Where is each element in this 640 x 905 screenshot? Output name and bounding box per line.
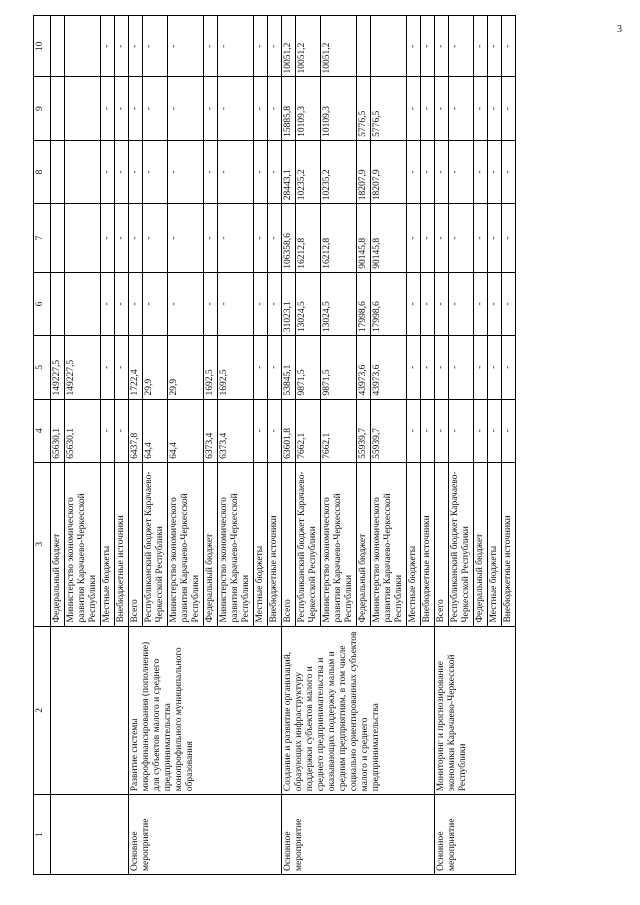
value-cell: -: [435, 204, 449, 273]
value-cell: -: [204, 204, 218, 273]
value-cell: -: [101, 272, 115, 335]
value-cell: -: [204, 272, 218, 335]
value-cell: -: [474, 140, 488, 203]
value-cell: -: [435, 16, 449, 77]
value-cell: -: [407, 16, 421, 77]
column-header: 10: [34, 16, 51, 77]
value-cell: -: [268, 336, 282, 399]
value-cell: 1692,5: [218, 336, 254, 399]
page-number: 3: [617, 24, 622, 35]
value-cell: 1692,5: [204, 336, 218, 399]
value-cell: -: [268, 77, 282, 140]
value-cell: -: [435, 336, 449, 399]
value-cell: -: [168, 16, 204, 77]
funding-source-cell: Всего: [282, 462, 296, 626]
value-cell: 29,9: [143, 336, 168, 399]
value-cell: 15885,8: [282, 77, 296, 140]
value-cell: 43973,6: [357, 336, 371, 399]
value-cell: 90145,8: [371, 204, 407, 273]
value-cell: -: [407, 77, 421, 140]
funding-source-cell: Местные бюджеты: [407, 462, 421, 626]
column-header: 3: [34, 462, 51, 626]
value-cell: -: [101, 204, 115, 273]
value-cell: 16212,8: [321, 204, 357, 273]
value-cell: -: [218, 77, 254, 140]
funding-source-cell: Внебюджетные источники: [421, 462, 435, 626]
value-cell: -: [268, 272, 282, 335]
value-cell: 17998,6: [357, 272, 371, 335]
value-cell: -: [435, 77, 449, 140]
funding-source-cell: Федеральный бюджет: [474, 462, 488, 626]
value-cell: [357, 16, 371, 77]
event-type-cell: Основное мероприятие: [282, 795, 435, 875]
value-cell: -: [488, 16, 502, 77]
event-type-cell: Основное мероприятие: [129, 795, 282, 875]
value-cell: -: [129, 16, 143, 77]
value-cell: [65, 16, 101, 77]
value-cell: 13024,5: [321, 272, 357, 335]
value-cell: -: [115, 336, 129, 399]
value-cell: [65, 204, 101, 273]
value-cell: [51, 77, 65, 140]
value-cell: -: [143, 16, 168, 77]
value-cell: -: [435, 140, 449, 203]
value-cell: -: [502, 336, 516, 399]
value-cell: -: [218, 140, 254, 203]
funding-source-cell: Федеральный бюджет: [51, 462, 65, 626]
value-cell: [65, 140, 101, 203]
value-cell: -: [407, 272, 421, 335]
value-cell: 64,4: [168, 399, 204, 462]
value-cell: 10109,3: [321, 77, 357, 140]
value-cell: -: [407, 140, 421, 203]
funding-table: [33, 15, 516, 875]
value-cell: -: [168, 77, 204, 140]
value-cell: 10235,2: [296, 140, 321, 203]
value-cell: -: [502, 204, 516, 273]
event-name-cell: [51, 626, 129, 795]
column-header: 6: [34, 272, 51, 335]
value-cell: -: [129, 77, 143, 140]
value-cell: 65630,1: [65, 399, 101, 462]
value-cell: 13024,5: [296, 272, 321, 335]
value-cell: 18207,9: [371, 140, 407, 203]
value-cell: -: [268, 140, 282, 203]
value-cell: -: [115, 77, 129, 140]
column-header: 1: [34, 795, 51, 875]
value-cell: 18207,9: [357, 140, 371, 203]
value-cell: -: [268, 399, 282, 462]
funding-source-cell: Местные бюджеты: [101, 462, 115, 626]
value-cell: -: [449, 16, 474, 77]
value-cell: -: [204, 16, 218, 77]
value-cell: 10051,2: [296, 16, 321, 77]
value-cell: -: [488, 140, 502, 203]
value-cell: -: [115, 399, 129, 462]
value-cell: -: [488, 336, 502, 399]
value-cell: -: [474, 16, 488, 77]
value-cell: 63601,8: [282, 399, 296, 462]
funding-source-cell: Всего: [129, 462, 143, 626]
value-cell: -: [421, 140, 435, 203]
funding-source-cell: Министерство экономического развития Карачаево-Черкесской Республики: [168, 462, 204, 626]
value-cell: -: [143, 204, 168, 273]
value-cell: -: [502, 77, 516, 140]
value-cell: 10235,2: [321, 140, 357, 203]
value-cell: [371, 16, 407, 77]
value-cell: -: [168, 140, 204, 203]
value-cell: -: [115, 16, 129, 77]
value-cell: -: [449, 336, 474, 399]
value-cell: -: [254, 16, 268, 77]
table-body: [51, 16, 516, 875]
table-row: [51, 16, 65, 875]
value-cell: -: [488, 77, 502, 140]
column-header: 2: [34, 626, 51, 795]
value-cell: 5776,5: [371, 77, 407, 140]
event-type-cell: [51, 795, 129, 875]
funding-source-cell: Внебюджетные источники: [268, 462, 282, 626]
value-cell: 10051,2: [321, 16, 357, 77]
funding-source-cell: Внебюджетные источники: [502, 462, 516, 626]
value-cell: 55939,7: [371, 399, 407, 462]
value-cell: 10051,2: [282, 16, 296, 77]
value-cell: -: [254, 336, 268, 399]
value-cell: 5776,5: [357, 77, 371, 140]
value-cell: -: [115, 272, 129, 335]
event-type-cell: Основное мероприятие: [435, 795, 516, 875]
funding-source-cell: Республиканский бюджет Карачаево-Черкесской Республики: [449, 462, 474, 626]
value-cell: 6437,8: [129, 399, 143, 462]
value-cell: -: [488, 399, 502, 462]
value-cell: 10109,3: [296, 77, 321, 140]
value-cell: -: [143, 77, 168, 140]
value-cell: -: [474, 204, 488, 273]
value-cell: -: [204, 77, 218, 140]
value-cell: -: [474, 399, 488, 462]
value-cell: -: [421, 16, 435, 77]
header-row: [34, 16, 51, 875]
value-cell: -: [449, 272, 474, 335]
value-cell: 149227,5: [65, 336, 101, 399]
funding-source-cell: Федеральный бюджет: [204, 462, 218, 626]
value-cell: [51, 140, 65, 203]
value-cell: -: [502, 140, 516, 203]
value-cell: -: [101, 140, 115, 203]
value-cell: 7662,1: [296, 399, 321, 462]
value-cell: -: [474, 272, 488, 335]
value-cell: -: [143, 140, 168, 203]
value-cell: -: [435, 272, 449, 335]
value-cell: -: [435, 399, 449, 462]
value-cell: -: [268, 16, 282, 77]
value-cell: -: [421, 204, 435, 273]
value-cell: -: [254, 399, 268, 462]
value-cell: 149227,5: [51, 336, 65, 399]
value-cell: -: [474, 336, 488, 399]
value-cell: -: [115, 140, 129, 203]
funding-source-cell: Местные бюджеты: [254, 462, 268, 626]
value-cell: -: [449, 140, 474, 203]
value-cell: -: [115, 204, 129, 273]
funding-source-cell: Всего: [435, 462, 449, 626]
value-cell: -: [449, 77, 474, 140]
value-cell: 55939,7: [357, 399, 371, 462]
table-row: [129, 16, 143, 875]
event-name-cell: Развитие системы микрофинансирования (пополнение) для субъектов малого и среднего предпринимательства монопрофильного муниципального образования: [129, 626, 282, 795]
value-cell: [65, 77, 101, 140]
value-cell: 6373,4: [204, 399, 218, 462]
funding-source-cell: Министерство экономического развития Карачаево-Черкесской Республики: [65, 462, 101, 626]
value-cell: 106358,6: [282, 204, 296, 273]
value-cell: 17998,6: [371, 272, 407, 335]
value-cell: 90145,8: [357, 204, 371, 273]
funding-source-cell: Республиканский бюджет Карачаево-Черкесской Республики: [143, 462, 168, 626]
value-cell: -: [488, 204, 502, 273]
value-cell: 1722,4: [129, 336, 143, 399]
value-cell: -: [101, 16, 115, 77]
value-cell: -: [407, 336, 421, 399]
value-cell: 53845,1: [282, 336, 296, 399]
rotated-table-wrapper: [33, 15, 613, 875]
value-cell: -: [502, 16, 516, 77]
value-cell: 31023,1: [282, 272, 296, 335]
event-name-cell: Создание и развитие организаций, образующих инфраструктуру поддержки субъектов малого и среднего предпринимательства и оказывающих поддержку малым и средним предприятиям, в том числе социально ориентированных субъектов малого и среднего предпринимательства: [282, 626, 435, 795]
value-cell: 9871,5: [296, 336, 321, 399]
value-cell: -: [129, 272, 143, 335]
column-header: 7: [34, 204, 51, 273]
value-cell: [51, 272, 65, 335]
value-cell: [51, 16, 65, 77]
value-cell: -: [421, 272, 435, 335]
value-cell: -: [449, 399, 474, 462]
value-cell: 64,4: [143, 399, 168, 462]
value-cell: -: [168, 204, 204, 273]
value-cell: -: [101, 336, 115, 399]
value-cell: -: [421, 336, 435, 399]
value-cell: -: [218, 16, 254, 77]
value-cell: -: [488, 272, 502, 335]
value-cell: -: [101, 77, 115, 140]
column-header: 8: [34, 140, 51, 203]
value-cell: -: [204, 140, 218, 203]
value-cell: -: [421, 77, 435, 140]
value-cell: 6373,4: [218, 399, 254, 462]
value-cell: -: [101, 399, 115, 462]
value-cell: 43973,6: [371, 336, 407, 399]
value-cell: [51, 204, 65, 273]
value-cell: -: [254, 272, 268, 335]
value-cell: 9871,5: [321, 336, 357, 399]
value-cell: -: [254, 77, 268, 140]
value-cell: -: [502, 399, 516, 462]
value-cell: -: [143, 272, 168, 335]
event-name-cell: Мониторинг и прогнозирование экономики Карачаево-Черкесской Республики: [435, 626, 516, 795]
value-cell: -: [218, 204, 254, 273]
value-cell: -: [254, 204, 268, 273]
value-cell: -: [254, 140, 268, 203]
value-cell: 16212,8: [296, 204, 321, 273]
value-cell: 29,9: [168, 336, 204, 399]
funding-source-cell: Федеральный бюджет: [357, 462, 371, 626]
funding-source-cell: Республиканский бюджет Карачаево-Черкесской Республики: [296, 462, 321, 626]
value-cell: -: [129, 140, 143, 203]
value-cell: -: [129, 204, 143, 273]
funding-source-cell: Внебюджетные источники: [115, 462, 129, 626]
value-cell: -: [502, 272, 516, 335]
value-cell: -: [407, 399, 421, 462]
value-cell: -: [474, 77, 488, 140]
value-cell: -: [168, 272, 204, 335]
value-cell: -: [421, 399, 435, 462]
column-header: 4: [34, 399, 51, 462]
value-cell: -: [268, 204, 282, 273]
funding-source-cell: Министерство экономического развития Карачаево-Черкесской Республики: [218, 462, 254, 626]
value-cell: -: [407, 204, 421, 273]
table-row: [282, 16, 296, 875]
funding-source-cell: Министерство экономического развития Карачаево-Черкесской Республики: [371, 462, 407, 626]
funding-source-cell: Министерство экономического развития Карачаево-Черкесской Республики: [321, 462, 357, 626]
column-header: 5: [34, 336, 51, 399]
value-cell: 28443,1: [282, 140, 296, 203]
value-cell: 65630,1: [51, 399, 65, 462]
value-cell: -: [218, 272, 254, 335]
value-cell: [65, 272, 101, 335]
table-row: [435, 16, 449, 875]
value-cell: 7662,1: [321, 399, 357, 462]
column-header: 9: [34, 77, 51, 140]
value-cell: -: [449, 204, 474, 273]
funding-source-cell: Местные бюджеты: [488, 462, 502, 626]
